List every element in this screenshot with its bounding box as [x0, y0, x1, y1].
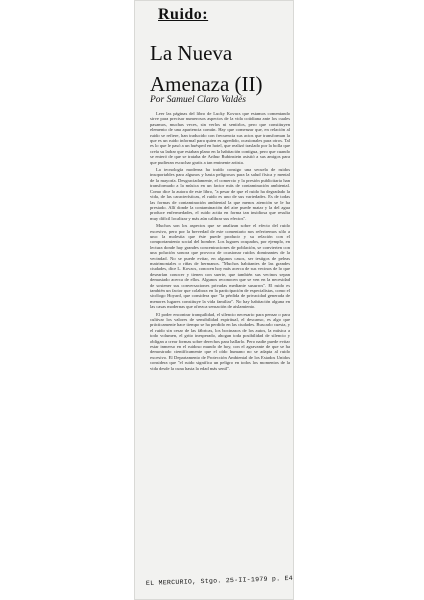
article-body	[150, 111, 290, 567]
article-paragraph: El poder encontrar tranquilidad, el silencio necesario para pensar o para cultivar los valores de sensibilidad espiritual, el descanso, es algo que prácticamente hace tiempo se ha perdido en las ciudades. Buscarlo cuesta, y el ruido sin cesar de las fábricas, los bocinazos de los autos, la música a todo volumen, el grito inesperado, ahogan toda posibilidad de silencio y obligan a crear formas sobre derechos para hallarlo. Pero nadie puede evitar estar inmerso en el ruidoso mundo de hoy, con el agravante de que se ha demostrado científicamente que el oído humano no se adapta al ruido excesivo. El Departamento de Protección Ambiental de los Estados Unidos considera que "el ruido significa un peligro en todos los momentos de la vida desde la cuna hasta la edad más senil".	[150, 311, 290, 371]
article-paragraph: Muchos son los aspectos que se analizan sobre el efecto del ruido excesivo, pero por la brevedad de este comentario nos referiremos sólo a uno: la molestia que éste puede producir y su relación con el comportamiento social del hombre. Los lugares ocupados, por ejemplo, en lectura donde hay grandes concentraciones de población, se convierten con una polución sonora que provoca de ocasionar ruidos dominantes de la vecindad. No se puede evitar, en algunos casos, ser testigos de peleas matrimoniales o riñas de hermanos. "Muchos habitantes de las grandes ciudades, dice L. Kovacs, conocen hoy más acerca de sus vecinos de lo que desearían conocer y tienen con suerte, que también sus vecinos sepan demasiado acerca de ellos. Algunos reconocen que se ven en la necesidad de sostener sus conversaciones privadas mediante susurros". El ruido es también un factor que colabora en la participación de especialistas, como el sicólogo Hoyard, que considera que "la pérdida de privacidad generada de menores lugares constituye la vida familiar". No hay habitación alguna en las casas modernas que ofrezca sensación de aislamiento.	[150, 223, 290, 310]
headline: La Nueva Amenaza (II)	[150, 41, 263, 96]
byline: Por Samuel Claro Valdés	[150, 95, 246, 105]
source-annotation: EL MERCURIO, Stgo. 25-II-1979 p. E4	[145, 574, 294, 587]
article-paragraph: La tecnología moderna ha traído consigo una secuela de ruidos insoportables para algunos y hasta peligrosos para la salud física y mental de la mayoría. Desgraciadamente, el comercio y la presión publicitaria han transformado a la música en un factor más de contaminación ambiental. Como dice la autora de este libro, "a pesar de que el ruido ha degradado la vida, de las características, el ruido es uno de sus variedades. Es de todas las formas de contaminación ambiental la que menos atención se le ha prestado. Allí donde la contaminación del aire puede matar y la del agua produce enfermedades, el ruido actúa en forma tan insidiosa que resulta muy difícil localizar y más aún calibrar sus efectos".	[150, 167, 290, 221]
section-title: Ruido:	[158, 6, 209, 23]
article-paragraph: Leer las páginas del libro de Lucky Kovacs que estamos comentando sirve para precisar numerosos aspectos de la vida cotidiana ante los cuales pasamos, muchas veces, sin verlos ni sentirlos, pero que constituyen elemento de una apariencia común. Hay que comenzar que, en relación al ruido se refiere, han traducido con frecuencia sus actos que transforman la que es un ruido informal para quien es agredido, ocasionales para otros. Tal es lo que le pasó a un huésped en hotel, que realizó traslado por la bolla que creía su ladrar que estaban plano en la habitación contigua, pero que cuando se enteró de que se trataba de Arthur Rubinstein asistió a sus amigos para que pudieran escuchar gratis a tan eminente artista.	[150, 111, 290, 165]
